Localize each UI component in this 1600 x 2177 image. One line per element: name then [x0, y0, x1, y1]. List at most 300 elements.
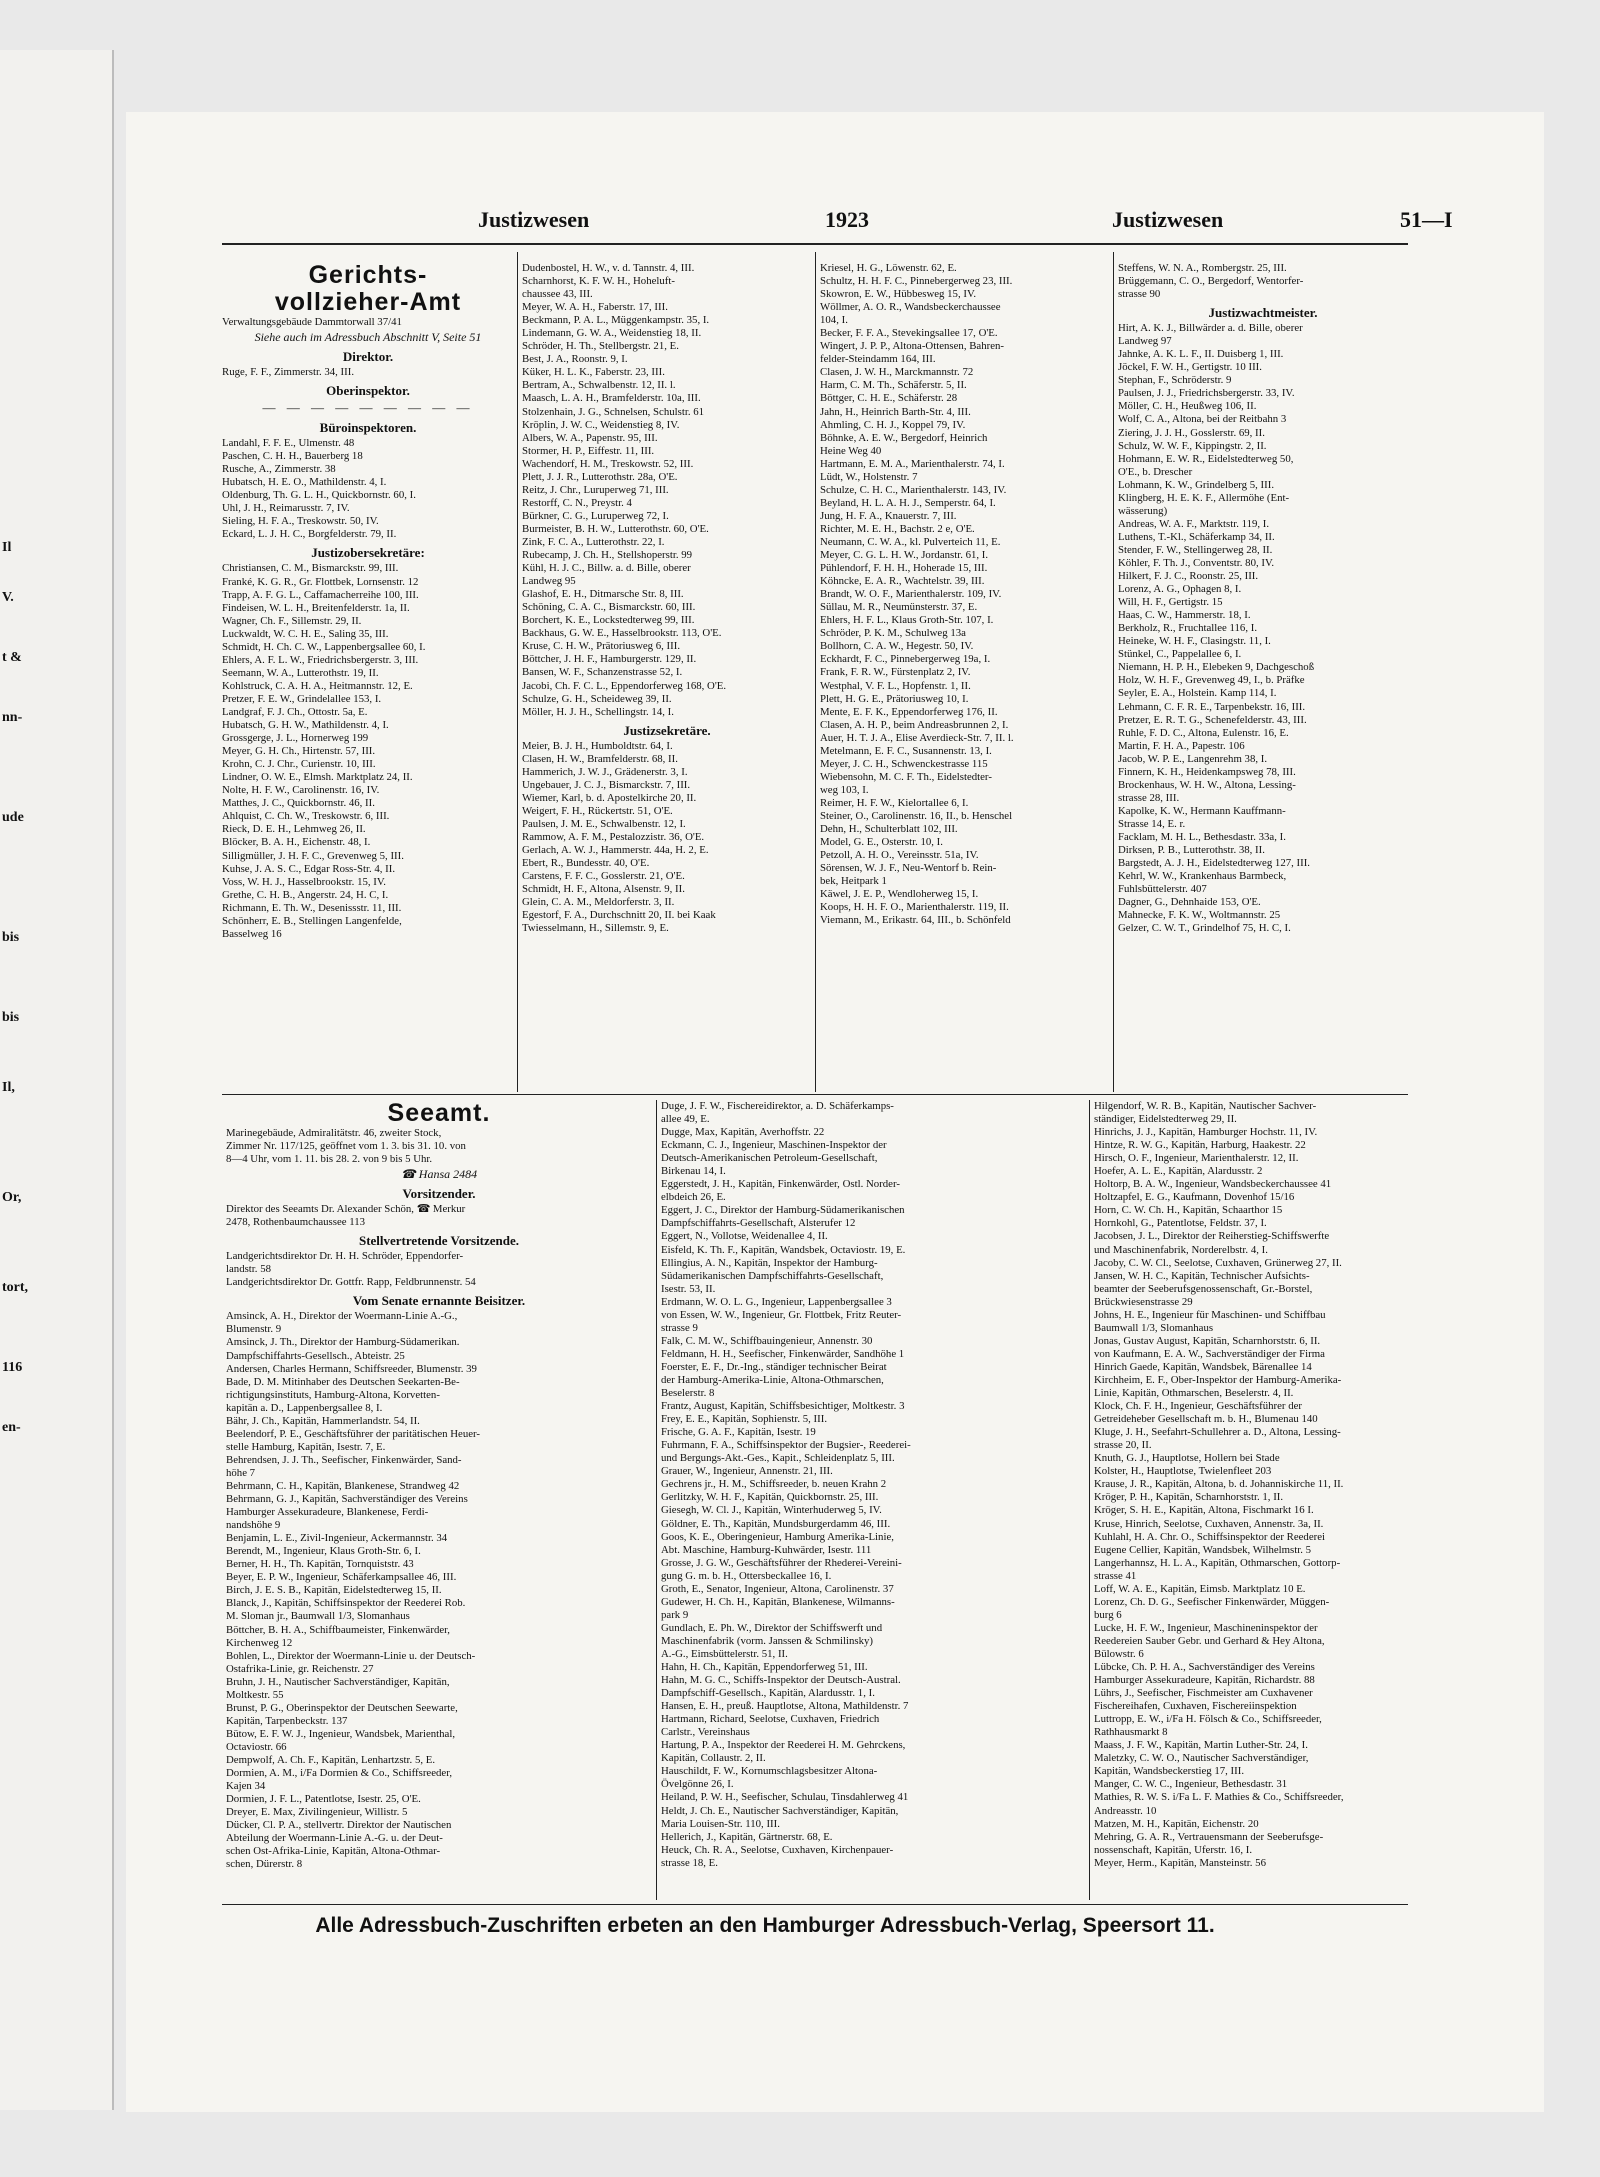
directory-entry: A.-G., Eimsbüttelerstr. 51, II.	[661, 1647, 788, 1660]
directory-entry: Gudewer, H. Ch. H., Kapitän, Blankenese, Wilmanns-	[661, 1595, 895, 1608]
column-3	[820, 262, 1110, 1092]
section-heading: Oberinspektor.	[326, 383, 410, 399]
directory-entry: Hilgendorf, W. R. B., Kapitän, Nautischer Sachver-	[1094, 1100, 1317, 1112]
directory-entry: Lucke, H. F. W., Ingenieur, Maschineninspektor der	[1094, 1621, 1318, 1634]
directory-entry: Schönherr, E. B., Stellingen Langenfelde,	[222, 914, 402, 927]
directory-entry: Bürkner, C. G., Luruperweg 72, I.	[522, 509, 669, 522]
directory-entry: Südamerikanischen Dampfschiffahrts-Gesellschaft,	[661, 1269, 884, 1282]
directory-entry: Eisfeld, K. Th. F., Kapitän, Wandsbek, Octaviostr. 19, E.	[661, 1243, 906, 1256]
directory-entry: Seyler, E. A., Holstein. Kamp 114, I.	[1118, 687, 1277, 700]
directory-entry: Kuhse, J. A. S. C., Edgar Ross-Str. 4, II.	[222, 862, 396, 875]
directory-entry: Carlstr., Vereinshaus	[661, 1726, 750, 1739]
directory-entry: Paschen, C. H. H., Bauerberg 18	[222, 450, 363, 463]
directory-entry: Süllau, M. R., Neumünsterstr. 37, E.	[820, 601, 978, 614]
directory-entry: Eckard, L. J. H. C., Borgfelderstr. 79, II.	[222, 528, 397, 541]
directory-entry: Holtorp, B. A. W., Ingenieur, Wandsbeckerchaussee 41	[1094, 1178, 1332, 1191]
directory-entry: Rathhausmarkt 8	[1094, 1726, 1168, 1739]
directory-entry: Restorff, C. N., Preystr. 4	[522, 496, 632, 509]
directory-entry: Mehring, G. A. R., Vertrauensmann der Seeberufsge-	[1094, 1830, 1324, 1843]
directory-entry: Meyer, J. C. H., Schwenckestrasse 115	[820, 757, 988, 770]
directory-entry: Abteilung der Woermann-Linie A.-G. u. der Deut-	[226, 1832, 443, 1845]
directory-entry: Böttcher, J. H. F., Hamburgerstr. 129, II.	[522, 653, 697, 666]
directory-entry: 104, I.	[820, 314, 848, 327]
directory-entry: Heuck, Ch. R. A., Seelotse, Cuxhaven, Kirchenpauer-	[661, 1843, 894, 1856]
directory-entry: Erdmann, W. O. L. G., Ingenieur, Lappenbergsallee 3	[661, 1295, 892, 1308]
directory-entry: Egestorf, F. A., Durchschnitt 20, II. bei Kaak	[522, 909, 716, 922]
directory-entry: Richter, M. E. H., Bachstr. 2 e, O'E.	[820, 522, 975, 535]
prev-page-fragment: bis	[2, 1010, 20, 1025]
directory-entry: Rammow, A. F. M., Pestalozzistr. 36, O'E.	[522, 830, 705, 843]
directory-entry: Brückwiesenstrasse 29	[1094, 1295, 1193, 1308]
directory-entry: Seemann, W. A., Lutterothstr. 19, II.	[222, 666, 379, 679]
directory-entry: Bütow, E. F. W. J., Ingenieur, Wandsbek, Marienthal,	[226, 1727, 456, 1740]
directory-entry: felder-Steindamm 164, III.	[820, 353, 936, 366]
directory-entry: Strasse 14, E. r.	[1118, 817, 1186, 830]
prev-page-fragment: ude	[2, 810, 24, 825]
directory-entry: Schröder, P. K. M., Schulweg 13a	[820, 627, 966, 640]
directory-entry: Böttcher, B. H. A., Schiffbaumeister, Finkenwärder,	[226, 1623, 450, 1636]
directory-entry: Holtzapfel, E. G., Kaufmann, Dovenhof 15/16	[1094, 1191, 1295, 1204]
directory-entry: Schultz, H. H. F. C., Pinnebergerweg 23, III.	[820, 275, 1013, 288]
directory-entry: Grosse, J. G. W., Geschäftsführer der Rhederei-Vereini-	[661, 1556, 902, 1569]
directory-entry: Kajen 34	[226, 1780, 266, 1793]
directory-entry: Eckhardt, F. C., Pinnebergerweg 19a, I.	[820, 653, 991, 666]
directory-entry: Ungebauer, J. C. J., Bismarckstr. 7, III.	[522, 778, 691, 791]
directory-entry: stelle Hamburg, Kapitän, Isestr. 7, E.	[226, 1440, 386, 1453]
directory-entry: Twiesselmann, H., Sillemstr. 9, E.	[522, 922, 669, 935]
prev-page-fragment: 116	[2, 1360, 23, 1375]
directory-entry: Maria Louisen-Str. 110, III.	[661, 1817, 780, 1830]
directory-entry: Jacobi, Ch. F. C. L., Eppendorferweg 168, O'E.	[522, 679, 727, 692]
directory-entry: Kühl, H. J. C., Billw. a. d. Bille, oberer	[522, 562, 691, 575]
directory-entry: bek, Heitpark 1	[820, 875, 887, 888]
column-rule-4	[656, 1100, 657, 1900]
directory-entry: Trapp, A. F. G. L., Caffamacherreihe 100, III.	[222, 588, 419, 601]
prev-page-fragment: t &	[2, 650, 22, 665]
directory-entry: Stender, F. W., Stellingerweg 28, II.	[1118, 543, 1273, 556]
directory-entry: Bade, D. M. Mitinhaber des Deutschen Seekarten-Be-	[226, 1375, 460, 1388]
directory-entry: Glashof, E. H., Ditmarsche Str. 8, III.	[522, 588, 684, 601]
section-heading: Justizwachtmeister.	[1208, 305, 1318, 321]
directory-entry: Landweg 97	[1118, 335, 1172, 348]
directory-entry: Ehlers, A. F. L. W., Friedrichsbergerstr. 3, III.	[222, 653, 419, 666]
directory-entry: ☎ Hansa 2484	[400, 1167, 478, 1182]
directory-entry: Eggerstedt, J. H., Kapitän, Finkenwärder, Ostl. Norder-	[661, 1178, 900, 1191]
directory-entry: Lübcke, Ch. P. H. A., Sachverständiger des Vereins	[1094, 1661, 1315, 1674]
directory-entry: Meier, B. J. H., Humboldtstr. 64, I.	[522, 739, 673, 752]
directory-entry: strasse 28, III.	[1118, 791, 1180, 804]
directory-entry: Schulz, W. W. F., Kippingstr. 2, II.	[1118, 439, 1267, 452]
directory-entry: Matzen, M. H., Kapitän, Eichenstr. 20	[1094, 1817, 1259, 1830]
directory-entry: Eugene Cellier, Kapitän, Wandsbek, Wilhelmstr. 5	[1094, 1543, 1312, 1556]
directory-entry: richtigungsinstituts, Hamburg-Altona, Korvetten-	[226, 1388, 440, 1401]
directory-entry: Schröder, H. Th., Stellbergstr. 21, E.	[522, 340, 679, 353]
directory-entry: chaussee 43, III.	[522, 288, 593, 301]
directory-entry: von Essen, W. W., Ingenieur, Gr. Flottbek, Fritz Reuter-	[661, 1308, 902, 1321]
directory-entry: Lüdt, W., Holstenstr. 7	[820, 470, 918, 483]
directory-entry: allee 49, E.	[661, 1113, 710, 1126]
directory-entry: O'E., b. Drescher	[1118, 465, 1193, 478]
directory-entry: Brunst, P. G., Oberinspektor der Deutschen Seewarte,	[226, 1701, 458, 1714]
directory-entry: Linie, Kapitän, Othmarschen, Beselerstr. 4, II.	[1094, 1387, 1294, 1400]
directory-entry: Maass, J. F. W., Kapitän, Martin Luther-Str. 24, I.	[1094, 1739, 1308, 1752]
directory-entry: kapitän a. D., Lappenbergsallee 8, I.	[226, 1401, 383, 1414]
directory-entry: Moltkestr. 55	[226, 1688, 284, 1701]
prev-page-fragment: Il,	[2, 1080, 15, 1095]
column-rule-5	[1089, 1100, 1090, 1900]
directory-entry: Brockenhaus, W. H. W., Altona, Lessing-	[1118, 778, 1296, 791]
directory-entry: Amsinck, A. H., Direktor der Woermann-Linie A.-G.,	[226, 1310, 458, 1323]
directory-entry: Hirt, A. K. J., Billwärder a. d. Bille, oberer	[1118, 322, 1303, 335]
directory-entry: Kluge, J. H., Seefahrt-Schullehrer a. D., Altona, Lessing-	[1094, 1426, 1341, 1439]
directory-entry: Wingert, J. P. P., Altona-Ottensen, Bahren-	[820, 340, 1004, 353]
directory-entry: Basselweg 16	[222, 927, 282, 940]
directory-entry: Plett, J. J. R., Lutterothstr. 28a, O'E.	[522, 470, 678, 483]
directory-entry: Facklam, M. H. L., Bethesdastr. 33a, I.	[1118, 830, 1286, 843]
directory-entry: Voss, W. H. J., Hasselbrookstr. 15, IV.	[222, 875, 386, 888]
directory-entry: Stormer, H. P., Eiffestr. 11, III.	[522, 444, 655, 457]
directory-entry: Heine Weg 40	[820, 444, 882, 457]
directory-entry: Amsinck, J. Th., Direktor der Hamburg-Südamerikan.	[226, 1336, 460, 1349]
directory-entry: Böttger, C. H. E., Schäferstr. 28	[820, 392, 958, 405]
directory-entry: Brandt, W. O. F., Marienthalerstr. 109, IV.	[820, 588, 1002, 601]
directory-entry: Matthes, J. C., Quickbornstr. 46, II.	[222, 797, 375, 810]
directory-entry: Verwaltungsgebäude Dammtorwall 37/41	[222, 316, 402, 328]
directory-entry: Andreasstr. 10	[1094, 1804, 1157, 1817]
column-7	[1094, 1100, 1408, 1900]
prev-page-fragment: Il	[2, 540, 12, 555]
directory-entry: schen, Dürerstr. 8	[226, 1858, 303, 1871]
directory-entry: Küker, H. L. K., Faberstr. 23, III.	[522, 366, 665, 379]
directory-entry: Bertram, A., Schwalbenstr. 12, II. l.	[522, 379, 676, 392]
directory-entry: Octaviostr. 66	[226, 1740, 287, 1753]
directory-entry: Falk, C. M. W., Schiffbauingenieur, Annenstr. 30	[661, 1334, 873, 1347]
directory-entry: Gechrens jr., H. M., Schiffsreeder, b. neuen Krahn 2	[661, 1478, 887, 1491]
directory-entry: Käwel, J. E. P., Wendloherweg 15, I.	[820, 888, 979, 901]
directory-entry: Jonas, Gustav August, Kapitän, Scharnhorststr. 6, II.	[1094, 1334, 1321, 1347]
directory-entry: Dagner, G., Dehnhaide 153, O'E.	[1118, 896, 1261, 909]
directory-entry: Getreideheber Gesellschaft m. b. H., Blumenau 140	[1094, 1413, 1318, 1426]
directory-entry: Dampfschiff-Gesellsch., Kapitän, Alardusstr. 1, I.	[661, 1687, 875, 1700]
directory-entry: Bruhn, J. H., Nautischer Sachverständiger, Kapitän,	[226, 1675, 450, 1688]
directory-entry: Wiebensohn, M. C. F. Th., Eidelstedter-	[820, 770, 992, 783]
directory-entry: Martin, F. H. A., Papestr. 106	[1118, 739, 1245, 752]
directory-entry: Jacob, W. P. E., Langenrehm 38, I.	[1118, 752, 1268, 765]
column-rule-2	[815, 252, 816, 1092]
directory-entry: Birkenau 14, I.	[661, 1165, 726, 1178]
directory-entry: Ziering, J. J. H., Gosslerstr. 69, II.	[1118, 426, 1265, 439]
section-heading: Stellvertretende Vorsitzende.	[358, 1233, 520, 1249]
directory-entry: Dücker, Cl. P. A., stellvertr. Direktor der Nautischen	[226, 1819, 452, 1832]
directory-entry: Franké, K. G. R., Gr. Flottbek, Lornsenstr. 12	[222, 575, 419, 588]
directory-entry: Niemann, H. P. H., Elebeken 9, Dachgeschoß	[1118, 661, 1315, 674]
directory-entry: Grauer, W., Ingenieur, Annenstr. 21, III.	[661, 1465, 833, 1478]
page-number: 51—I	[1400, 207, 1453, 232]
prev-page-fragment: en-	[2, 1420, 21, 1435]
directory-entry: Heldt, J. Ch. E., Nautischer Sachverständiger, Kapitän,	[661, 1804, 899, 1817]
section-heading: Vorsitzender.	[402, 1186, 476, 1202]
directory-entry: Groth, E., Senator, Ingenieur, Altona, Carolinenstr. 37	[661, 1582, 894, 1595]
directory-entry: Kirchheim, E. F., Ober-Inspektor der Hamburg-Amerika-	[1094, 1373, 1342, 1386]
directory-entry: Fischereihafen, Cuxhaven, Fischereiinspektion	[1094, 1700, 1297, 1713]
section-heading: Justizobersekretäre:	[311, 545, 425, 561]
directory-entry: Loff, W. A. E., Kapitän, Eimsb. Marktplatz 10 E.	[1094, 1582, 1306, 1595]
directory-entry: landstr. 58	[226, 1263, 271, 1276]
directory-entry: Schmidt, H. F., Altona, Alsenstr. 9, II.	[522, 883, 685, 896]
directory-entry: Albers, W. A., Papenstr. 95, III.	[522, 431, 658, 444]
directory-entry: Landgerichtsdirektor Dr. Gottfr. Rapp, Feldbrunnenstr. 54	[226, 1276, 476, 1289]
directory-entry: Lehmann, C. F. R. E., Tarpenbekstr. 16, III.	[1118, 700, 1306, 713]
directory-entry: der Hamburg-Amerika-Linie, Altona-Othmarschen,	[661, 1373, 884, 1386]
directory-entry: Krohn, C. J. Chr., Curienstr. 10, III.	[222, 758, 376, 771]
directory-entry: Frantz, August, Kapitän, Schiffsbesichtiger, Moltkestr. 3	[661, 1400, 905, 1413]
section-heading: Vom Senate ernannte Beisitzer.	[352, 1293, 526, 1309]
directory-entry: Luckwaldt, W. C. H. E., Saling 35, III.	[222, 627, 389, 640]
directory-entry: Frey, E. E., Kapitän, Sophienstr. 5, III.	[661, 1413, 828, 1426]
directory-entry: burg 6	[1094, 1608, 1122, 1621]
directory-entry: Feldmann, H. H., Seefischer, Finkenwärder, Sandhöhe 1	[661, 1347, 905, 1360]
directory-entry: Kruse, C. H. W., Prätoriusweg 6, III.	[522, 640, 681, 653]
directory-entry: Hahn, M. G. C., Schiffs-Inspektor der Deutsch-Austral.	[661, 1674, 901, 1687]
directory-entry: Manger, C. W. C., Ingenieur, Bethesdastr. 31	[1094, 1778, 1288, 1791]
directory-entry: Ellingius, A. N., Kapitän, Inspektor der Hamburg-	[661, 1256, 878, 1269]
directory-entry: Petzoll, A. H. O., Vereinsstr. 51a, IV.	[820, 849, 979, 862]
directory-entry: schen Ost-Afrika-Linie, Kapitän, Altona-Othmar-	[226, 1845, 441, 1858]
directory-entry: Reedereien Sauber Gebr. und Gerhard & Hey Altona,	[1094, 1634, 1325, 1647]
directory-entry: Hintze, R. W. G., Kapitän, Harburg, Haakestr. 22	[1094, 1139, 1306, 1152]
directory-entry: Deutsch-Amerikanischen Petroleum-Gesellschaft,	[661, 1152, 878, 1165]
directory-entry: beamter der Seeberufsgenossenschaft, Gr.-Borstel,	[1094, 1282, 1313, 1295]
directory-entry: Goos, K. E., Oberingenieur, Hamburg Amerika-Linie,	[661, 1530, 894, 1543]
directory-entry: Dugge, Max, Kapitän, Averhoffstr. 22	[661, 1126, 825, 1139]
directory-entry: Eggert, J. C., Direktor der Hamburg-Südamerikanischen	[661, 1204, 905, 1217]
directory-entry: Beelendorf, P. E., Geschäftsführer der paritätischen Heuer-	[226, 1427, 481, 1440]
directory-entry: Hartung, P. A., Inspektor der Reederei H. M. Gehrckens,	[661, 1739, 906, 1752]
directory-entry: Hartmann, Richard, Seelotse, Cuxhaven, Friedrich	[661, 1713, 880, 1726]
directory-entry: von Kaufmann, E. A. W., Sachverständiger der Firma	[1094, 1347, 1325, 1360]
directory-entry: Maschinenfabrik (vorm. Janssen & Schmilinsky)	[661, 1634, 874, 1647]
directory-entry: Koops, H. H. F. O., Marienthalerstr. 119, II.	[820, 901, 1009, 914]
directory-entry: Kehrl, W. W., Krankenhaus Barmbeck,	[1118, 870, 1287, 883]
directory-entry: Dempwolf, A. Ch. F., Kapitän, Lenhartzstr. 5, E.	[226, 1753, 436, 1766]
directory-entry: strasse 41	[1094, 1569, 1137, 1582]
directory-entry: Kapitän, Wandsbeckerstieg 17, III.	[1094, 1765, 1245, 1778]
directory-entry: Backhaus, G. W. E., Hasselbrookstr. 113, O'E.	[522, 627, 722, 640]
left-running-head: Justizwesen	[478, 207, 590, 232]
directory-entry: Böhnke, A. E. W., Bergedorf, Heinrich	[820, 431, 988, 444]
directory-entry: Bähr, J. Ch., Kapitän, Hammerlandstr. 54, II.	[226, 1414, 420, 1427]
directory-entry: Dormien, A. M., i/Fa Dormien & Co., Schiffsreeder,	[226, 1767, 453, 1780]
directory-entry: Hirsch, O. F., Ingenieur, Marienthalerstr. 12, II.	[1094, 1152, 1299, 1165]
directory-entry: Knuth, G. J., Hauptlotse, Hollern bei Stade	[1094, 1452, 1280, 1465]
directory-entry: Gelzer, C. W. T., Grindelhof 75, H. C, I.	[1118, 922, 1291, 935]
section-heading: Büroinspektoren.	[319, 420, 417, 436]
directory-entry: Ruhle, F. D. C., Altona, Eulenstr. 16, E.	[1118, 726, 1289, 739]
directory-entry: Hahn, H. Ch., Kapitän, Eppendorferweg 51, III.	[661, 1661, 868, 1674]
column-4	[1118, 262, 1408, 1092]
section-heading: Direktor.	[342, 349, 394, 365]
directory-entry: höhe 7	[226, 1466, 256, 1479]
directory-entry: Klock, Ch. F. H., Ingenieur, Geschäftsführer der	[1094, 1400, 1302, 1413]
directory-entry: Foerster, E. F., Dr.-Ing., ständiger technischer Beirat	[661, 1360, 887, 1373]
directory-entry: Sörensen, W. J. F., Neu-Wentorf b. Rein-	[820, 862, 997, 875]
directory-entry: Beyland, H. L. A. H. J., Semperstr. 64, I.	[820, 496, 996, 509]
directory-entry: Eggert, N., Vollotse, Weidenallee 4, II.	[661, 1230, 828, 1243]
column-rule-3	[1113, 252, 1114, 1092]
directory-entry: Schulze, G. H., Scheideweg 39, II.	[522, 692, 672, 705]
directory-entry: Bansen, W. F., Schanzenstrasse 52, I.	[522, 666, 683, 679]
directory-entry: Horn, C. W. Ch. H., Kapitän, Schaarthor 15	[1094, 1204, 1283, 1217]
directory-entry: Sieling, H. F. A., Treskowstr. 50, IV.	[222, 515, 379, 528]
directory-entry: Rieck, D. E. H., Lehmweg 26, II.	[222, 823, 366, 836]
directory-entry: Beckmann, P. A. L., Müggenkampstr. 35, I.	[522, 314, 710, 327]
directory-entry: Kapitän, Tarpenbeckstr. 137	[226, 1714, 348, 1727]
directory-entry: Landgraf, F. J. Ch., Ottostr. 5a, E.	[222, 705, 368, 718]
directory-entry: Behrmann, C. H., Kapitän, Blankenese, Strandweg 42	[226, 1479, 460, 1492]
directory-entry: Meyer, C. G. L. H. W., Jordanstr. 61, I.	[820, 549, 989, 562]
directory-entry: Bargstedt, A. J. H., Eidelstedterweg 127, III.	[1118, 857, 1311, 870]
directory-entry: Andersen, Charles Hermann, Schiffsreeder, Blumenstr. 39	[226, 1362, 477, 1375]
directory-entry: elbdeich 26, E.	[661, 1191, 726, 1204]
directory-entry: Grethe, C. H. B., Angerstr. 24, H. C, I.	[222, 888, 389, 901]
directory-entry: Harm, C. M. Th., Schäferstr. 5, II.	[820, 379, 967, 392]
directory-entry: und Bergungs-Akt.-Ges., Kapit., Schleidenplatz 5, III.	[661, 1452, 895, 1465]
directory-entry: Dreyer, E. Max, Zivilingenieur, Willistr. 5	[226, 1806, 408, 1819]
directory-entry: Dampfschiffahrts-Gesellschaft, Alsterufer 12	[661, 1217, 856, 1230]
directory-entry: — — — — — — — — —	[262, 400, 474, 416]
directory-entry: Meyer, Herm., Kapitän, Mansteinstr. 56	[1094, 1856, 1266, 1869]
directory-entry: Kolster, H., Hauptlotse, Twielenfleet 203	[1094, 1465, 1272, 1478]
footer-rule	[222, 1904, 1408, 1905]
directory-entry: Uhl, J. H., Reimarusstr. 7, IV.	[222, 502, 350, 515]
directory-entry: Hamburger Assekuradeure, Kapitän, Richardstr. 88	[1094, 1674, 1315, 1687]
directory-entry: strasse 18, E.	[661, 1856, 718, 1869]
directory-entry: Hamburger Assekuradeure, Blankenese, Ferdi-	[226, 1506, 429, 1519]
directory-entry: Heineke, W. H. F., Clasingstr. 11, I.	[1118, 635, 1271, 648]
directory-entry: Hammerich, J. W. J., Grädenerstr. 3, I.	[522, 765, 688, 778]
directory-entry: Rubecamp, J. Ch. H., Stellshoperstr. 99	[522, 549, 693, 562]
directory-entry: Neumann, C. W. A., kl. Pulverteich 11, E.	[820, 535, 1001, 548]
section-heading: Seeamt.	[387, 1100, 491, 1127]
directory-entry: Mathies, R. W. S. i/Fa L. F. Mathies & Co., Schiffsreeder,	[1094, 1791, 1344, 1804]
directory-entry: Pretzer, E. R. T. G., Schenefelderstr. 43, III.	[1118, 713, 1307, 726]
year-heading: 1923	[825, 207, 869, 232]
directory-entry: Kohlstruck, C. A. H. A., Heitmannstr. 12, E.	[222, 679, 413, 692]
directory-entry: Direktor des Seeamts Dr. Alexander Schön, ☎ Merkur	[226, 1203, 466, 1216]
directory-entry: Isestr. 53, II.	[661, 1282, 716, 1295]
header-rule	[222, 243, 1408, 245]
directory-entry: Holz, W. H. F., Grevenweg 49, I., b. Präfke	[1118, 674, 1305, 687]
prev-page-fragment: V.	[2, 590, 14, 605]
directory-entry: Lindemann, G. W. A., Weidenstieg 18, II.	[522, 327, 702, 340]
directory-entry: Blanck, J., Kapitän, Schiffsinspektor der Reederei Rob.	[226, 1597, 466, 1610]
directory-entry: Mahnecke, F. K. W., Woltmannstr. 25	[1118, 909, 1281, 922]
directory-entry: strasse 90	[1118, 288, 1161, 301]
directory-entry: Blöcker, B. A. H., Eichenstr. 48, I.	[222, 836, 371, 849]
directory-entry: Lohmann, K. W., Grindelberg 5, III.	[1118, 478, 1275, 491]
directory-entry: Ostafrika-Linie, gr. Reichenstr. 27	[226, 1662, 374, 1675]
directory-entry: Wöllmer, A. O. R., Wandsbeckerchaussee	[820, 301, 1001, 314]
directory-entry: Plett, H. G. E., Prätoriusweg 10, I.	[820, 692, 969, 705]
directory-entry: Stephan, F., Schröderstr. 9	[1118, 374, 1232, 387]
directory-entry: Landahl, F. F. E., Ulmenstr. 48	[222, 437, 355, 450]
directory-entry: M. Sloman jr., Baumwall 1/3, Slomanhaus	[226, 1610, 410, 1623]
directory-entry: Model, G. E., Osterstr. 10, I.	[820, 836, 943, 849]
directory-entry: park 9	[661, 1608, 689, 1621]
column-5	[226, 1100, 652, 1900]
directory-entry: Köhler, F. Th. J., Conventstr. 80, IV.	[1118, 556, 1275, 569]
directory-entry: Burmeister, B. H. W., Lutterothstr. 60, O'E.	[522, 522, 709, 535]
directory-entry: Meyer, G. H. Ch., Hirtenstr. 57, III.	[222, 745, 376, 758]
directory-entry: Hubatsch, G. H. W., Mathildenstr. 4, I.	[222, 719, 389, 732]
section-heading: vollzieher-Amt	[274, 288, 462, 316]
directory-entry: Rusche, A., Zimmerstr. 38	[222, 463, 336, 476]
directory-entry: Clasen, H. W., Bramfelderstr. 68, II.	[522, 752, 678, 765]
directory-entry: Fuhrmann, F. A., Schiffsinspektor der Bugsier-, Reederei-	[661, 1439, 911, 1452]
directory-entry: Övelgönne 26, I.	[661, 1778, 734, 1791]
directory-entry: Bollhorn, C. A. W., Hegestr. 50, IV.	[820, 640, 974, 653]
directory-entry: 2478, Rothenbaumchaussee 113	[226, 1216, 366, 1229]
column-2	[522, 262, 812, 1092]
directory-entry: Will, H. F., Gertigstr. 15	[1118, 596, 1223, 609]
directory-entry: ständiger, Eidelstedterweg 29, II.	[1094, 1113, 1237, 1126]
directory-entry: Landgerichtsdirektor Dr. H. H. Schröder, Eppendorfer-	[226, 1250, 464, 1263]
directory-entry: Hornkohl, G., Patentlotse, Feldstr. 37, I.	[1094, 1217, 1267, 1230]
directory-entry: Berner, H. H., Th. Kapitän, Tornquiststr. 43	[226, 1558, 414, 1571]
directory-entry: Bülowstr. 6	[1094, 1647, 1144, 1660]
directory-entry: Eckmann, C. J., Ingenieur, Maschinen-Inspektor der	[661, 1139, 887, 1152]
directory-entry: Reitz, J. Chr., Luruperweg 71, III.	[522, 483, 669, 496]
directory-entry: Klingberg, H. E. K. F., Allermöhe (Ent-	[1118, 491, 1290, 504]
directory-entry: Wolf, C. A., Altona, bei der Reitbahn 3	[1118, 413, 1287, 426]
directory-entry: Pretzer, F. E. W., Grindelallee 153, I.	[222, 692, 382, 705]
directory-entry: Wachendorf, H. M., Treskowstr. 52, III.	[522, 457, 694, 470]
directory-entry: Viemann, M., Erikastr. 64, III., b. Schönfeld	[820, 914, 1011, 927]
directory-entry: Jöckel, F. W. H., Gertigstr. 10 III.	[1118, 361, 1262, 374]
directory-entry: Auer, H. T. J. A., Elise Averdieck-Str. 7, II. l.	[820, 731, 1014, 744]
directory-entry: Schmidt, H. Ch. C. W., Lappenbergsallee 60, I.	[222, 640, 426, 653]
directory-entry: Jacobsen, J. L., Direktor der Reiherstieg-Schiffswerfte	[1094, 1230, 1330, 1243]
directory-entry: Hoefer, A. L. E., Kapitän, Alardusstr. 2	[1094, 1165, 1263, 1178]
directory-entry: Kuhlahl, H. A. Chr. O., Schiffsinspektor der Reederei	[1094, 1530, 1325, 1543]
directory-entry: Scharnhorst, K. F. W. H., Hoheluft-	[522, 275, 675, 288]
directory-entry: Jansen, W. H. C., Kapitän, Technischer Aufsichts-	[1094, 1269, 1310, 1282]
directory-entry: Giesegh, W. Cl. J., Kapitän, Winterhuderweg 5, IV.	[661, 1504, 882, 1517]
directory-entry: Schöning, C. A. C., Bismarckstr. 60, III.	[522, 601, 696, 614]
directory-entry: Kröplin, J. W. C., Weidenstieg 8, IV.	[522, 418, 680, 431]
directory-entry: Glein, C. A. M., Meldorferstr. 3, II.	[522, 896, 675, 909]
directory-entry: Clasen, J. W. H., Marckmannstr. 72	[820, 366, 974, 379]
directory-entry: strasse 9	[661, 1321, 698, 1334]
directory-entry: Richmann, E. Th. W., Desenissstr. 11, III.	[222, 901, 402, 914]
directory-entry: Krause, J. R., Kapitän, Altona, b. d. Johanniskirche 11, II.	[1094, 1478, 1344, 1491]
directory-entry: Oldenburg, Th. G. L. H., Quickbornstr. 60, I.	[222, 489, 416, 502]
directory-entry: Fuhlsbüttelerstr. 407	[1118, 883, 1207, 896]
directory-entry: Frank, F. R. W., Fürstenplatz 2, IV.	[820, 666, 971, 679]
directory-entry: Langerhannsz, H. L. A., Kapitän, Othmarschen, Gottorp-	[1094, 1556, 1341, 1569]
directory-entry: weg 103, I.	[820, 783, 869, 796]
directory-entry: Berendt, M., Ingenieur, Klaus Groth-Str. 6, I.	[226, 1545, 421, 1558]
directory-entry: Baumwall 1/3, Slomanhaus	[1094, 1321, 1214, 1334]
directory-entry: Möller, C. H., Heußweg 106, II.	[1118, 400, 1257, 413]
directory-entry: Gerlach, A. W. J., Hammerstr. 44a, H. 2, E.	[522, 844, 709, 857]
directory-entry: Kapolke, K. W., Hermann Kauffmann-	[1118, 804, 1286, 817]
directory-entry: Birch, J. E. S. B., Kapitän, Eidelstedterweg 15, II.	[226, 1584, 442, 1597]
directory-entry: Dormien, J. F. L., Patentlotse, Isestr. 25, O'E.	[226, 1793, 421, 1806]
directory-entry: und Maschinenfabrik, Norderelbstr. 4, I.	[1094, 1243, 1268, 1256]
footer-notice: Alle Adressbuch-Zuschriften erbeten an den Hamburger Adressbuch-Verlag, Speersort 11.	[315, 1914, 1215, 1937]
directory-entry: Luthens, T.-Kl., Schäferkamp 34, II.	[1118, 530, 1275, 543]
